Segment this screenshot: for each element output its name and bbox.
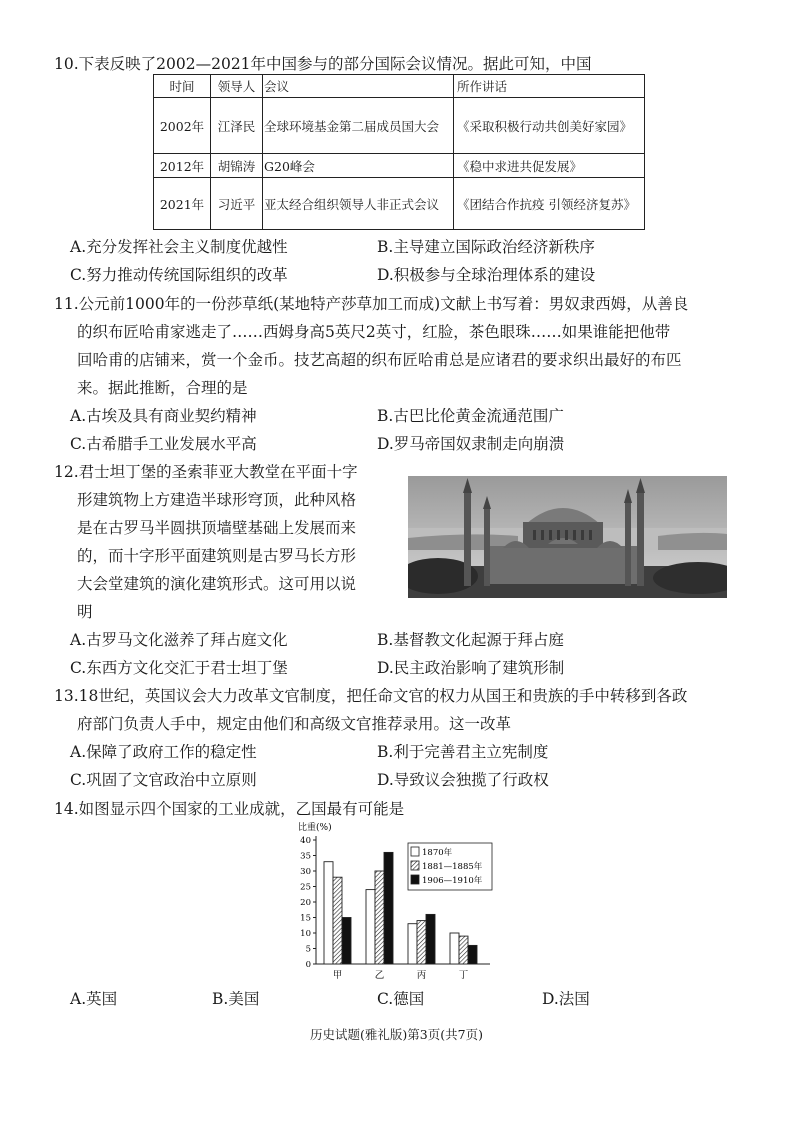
table-row [154,154,645,178]
table-row [154,98,645,154]
y-tick-label: 35 [300,851,311,862]
q13-option-c: C.巩固了文官政治中立原则 [70,771,257,789]
page-footer: 历史试题(雅礼版)第3页(共7页) [310,1027,483,1042]
y-tick-label: 25 [300,882,311,893]
y-tick-label: 40 [300,836,311,846]
table-cell: G20峰会 [263,154,454,178]
q11-line: 11.公元前1000年的一份莎草纸(某地特产莎草加工而成)文献上书写着：男奴隶西姆，从善良 [54,295,689,313]
table-cell: 亚太经合组织领导人非正式会议 [263,178,454,230]
q14-option-a: A.英国 [70,990,118,1008]
x-tick-label: 丁 [458,970,469,981]
bar-3-1 [459,936,468,964]
legend-swatch [411,875,419,884]
q10-option-b: B.主导建立国际政治经济新秩序 [377,238,595,256]
q10-option-d: D.积极参与全球治理体系的建设 [377,266,596,284]
table-cell: 2002年 [154,98,211,154]
q11-option-d: D.罗马帝国奴隶制走向崩溃 [377,435,565,453]
q14-option-c: C.德国 [377,990,425,1008]
q10-option-a: A.充分发挥社会主义制度优越性 [70,238,288,256]
q11-line: 回哈甫的店铺来，赏一个金币。技艺高超的织布匠哈甫总是应诸君的要求织出最好的布匹 [77,351,682,369]
table-header-row [154,75,645,98]
bar-0-2 [342,918,351,965]
q14-stem: 14.如图显示四个国家的工业成就，乙国最有可能是 [54,800,405,818]
bar-3-2 [468,945,477,964]
y-tick-label: 30 [300,867,311,877]
table-cell: 《稳中求进共促发展》 [454,154,645,178]
x-tick-label: 丙 [416,970,427,981]
q13-option-b: B.利于完善君主立宪制度 [377,743,549,761]
q12-line: 大会堂建筑的演化建筑形式。这可用以说 [77,575,357,593]
industry-bar-chart [290,818,500,988]
q11-option-a: A.古埃及具有商业契约精神 [70,407,257,425]
col-header: 时间 [154,75,211,98]
bar-2-1 [417,921,426,964]
x-tick-label: 乙 [374,970,385,981]
q13-line: 13.18世纪，英国议会大力改革文官制度，把任命文官的权力从国王和贵族的手中转移到各政 [54,687,688,705]
q14-option-b: B.美国 [212,990,260,1008]
q12-line: 的，而十字形平面建筑则是古罗马长方形 [77,547,357,565]
q10-option-c: C.努力推动传统国际组织的改革 [70,266,288,284]
col-header: 领导人 [211,75,263,98]
bar-1-0 [366,890,375,964]
legend-swatch [411,861,419,870]
col-header: 所作讲话 [454,75,645,98]
q11-option-b: B.古巴比伦黄金流通范围广 [377,407,564,425]
q12-line: 形建筑物上方建造半球形穹顶，此种风格 [77,491,357,509]
table-cell: 习近平 [211,178,263,230]
y-tick-label: 10 [300,929,311,939]
table-cell: 2021年 [154,178,211,230]
legend-label: 1906—1910年 [422,876,483,886]
table-cell: 江泽民 [211,98,263,154]
q12-line: 明 [77,603,93,621]
table-cell: 《采取积极行动共创美好家园》 [454,98,645,154]
table-cell: 2012年 [154,154,211,178]
legend-swatch [411,847,419,856]
bar-1-2 [384,852,393,964]
hagia-sophia-photo [408,476,727,598]
q12-line: 12.君士坦丁堡的圣索菲亚大教堂在平面十字 [54,463,358,481]
bar-3-0 [450,933,459,964]
legend-label: 1870年 [422,848,453,858]
legend-label: 1881—1885年 [422,862,483,872]
q13-option-d: D.导致议会独揽了行政权 [377,771,549,789]
y-tick-label: 15 [300,913,311,924]
q12-option-d: D.民主政治影响了建筑形制 [377,659,565,677]
bar-2-2 [426,914,435,964]
table-cell: 胡锦涛 [211,154,263,178]
bar-0-0 [324,862,333,964]
col-header: 会议 [263,75,454,98]
q10-stem: 10.下表反映了2002—2021年中国参与的部分国际会议情况。据此可知，中国 [54,55,592,73]
q11-line: 来。据此推断，合理的是 [77,379,248,397]
q12-option-c: C.东西方文化交汇于君士坦丁堡 [70,659,288,677]
q10-table [153,74,645,230]
table-cell: 《团结合作抗疫 引领经济复苏》 [454,178,645,230]
q12-line: 是在古罗马半圆拱顶墙壁基础上发展而来 [77,519,357,537]
q13-line: 府部门负责人手中，规定由他们和高级文官推荐录用。这一改革 [77,715,512,733]
q12-option-a: A.古罗马文化滋养了拜占庭文化 [70,631,288,649]
y-tick-label: 20 [300,898,311,908]
table-row [154,178,645,230]
bar-2-0 [408,924,417,964]
q14-option-d: D.法国 [542,990,590,1008]
q13-option-a: A.保障了政府工作的稳定性 [70,743,257,761]
bar-0-1 [333,877,342,964]
q11-line: 的织布匠哈甫家逃走了……西姆身高5英尺2英寸，红脸，茶色眼珠……如果谁能把他带 [77,323,671,341]
bar-1-1 [375,871,384,964]
y-tick-label: 5 [305,944,311,955]
q12-option-b: B.基督教文化起源于拜占庭 [377,631,564,649]
q11-option-c: C.古希腊手工业发展水平高 [70,435,257,453]
y-tick-label: 0 [305,960,311,970]
x-tick-label: 甲 [332,970,343,981]
table-cell: 全球环境基金第二届成员国大会 [263,98,454,154]
y-axis-label: 比重(%) [298,823,332,833]
